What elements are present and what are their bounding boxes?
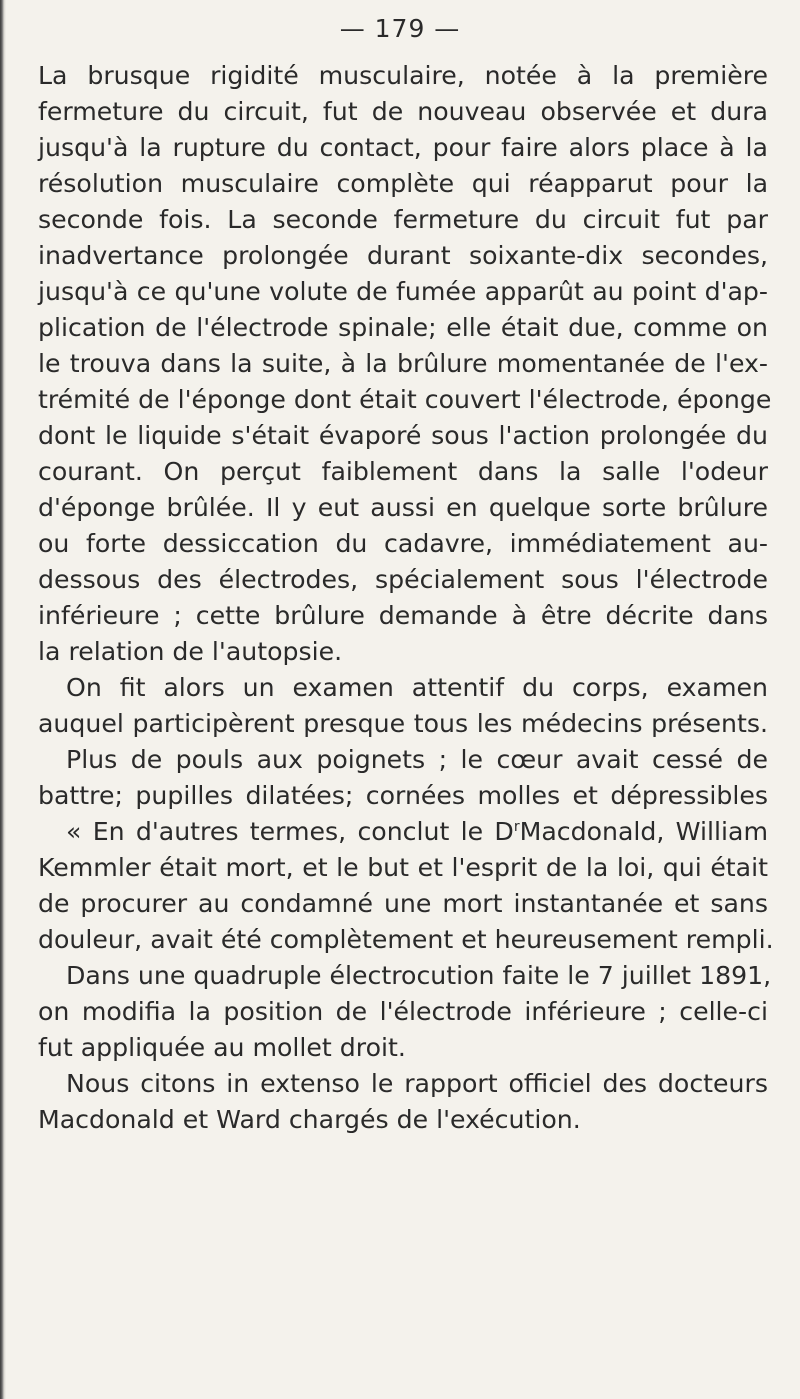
text-line: dont le liquide s'était évaporé sous l'action prolongée du [38, 421, 768, 450]
text-line: inadvertance prolongée durant soixante-dix secondes, [38, 241, 768, 270]
text-line: ou forte dessiccation du cadavre, immédiatement au- [38, 529, 768, 558]
text-line: Plus de pouls aux poignets ; le cœur avait cessé de [66, 745, 768, 774]
text-line: La brusque rigidité musculaire, notée à la première [38, 61, 768, 90]
text-line: de procurer au condamné une mort instantanée et sans [38, 889, 768, 918]
page-binding-edge [0, 0, 6, 1399]
body-text [38, 58, 774, 1138]
text-line: Kemmler était mort, et le but et l'esprit de la loi, qui était [38, 853, 768, 882]
text-line: auquel participèrent presque tous les médecins présents. [38, 709, 768, 738]
text-line: jusqu'à la rupture du contact, pour faire alors place à la [38, 133, 768, 162]
text-line: battre; pupilles dilatées; cornées molles et dépressibles [38, 781, 768, 810]
text-line: inférieure ; cette brûlure demande à être décrite dans [38, 601, 768, 630]
text-line-with-superscript [38, 814, 768, 850]
superscript: r [513, 819, 520, 835]
text-line: d'éponge brûlée. Il y eut aussi en quelque sorte brûlure [38, 493, 768, 522]
line-tail: Macdonald, William [519, 817, 768, 846]
page-number: — 179 — [339, 14, 461, 43]
text-line: dessous des électrodes, spécialement sous l'électrode [38, 565, 768, 594]
text-line: fermeture du circuit, fut de nouveau observée et dura [38, 97, 768, 126]
text-line: douleur, avait été complètement et heureusement rempli. [38, 925, 774, 954]
text-line: seconde fois. La seconde fermeture du circuit fut par [38, 205, 768, 234]
text-line: plication de l'électrode spinale; elle était due, comme on [38, 313, 768, 342]
text-line: on modifia la position de l'électrode inférieure ; celle-ci [38, 997, 768, 1026]
text-line: On fit alors un examen attentif du corps, examen [66, 673, 768, 702]
text-line: courant. On perçut faiblement dans la salle l'odeur [38, 457, 768, 486]
text-line: fut appliquée au mollet droit. [38, 1033, 406, 1062]
text-line: jusqu'à ce qu'une volute de fumée apparût au point d'ap- [38, 277, 768, 306]
text-line: la relation de l'autopsie. [38, 637, 343, 666]
text-line: résolution musculaire complète qui réapparut pour la [38, 169, 768, 198]
text-line: Nous citons in extenso le rapport officiel des docteurs [66, 1069, 768, 1098]
text-line: Macdonald et Ward chargés de l'exécution. [38, 1105, 581, 1134]
text-line: trémité de l'éponge dont était couvert l'électrode, éponge [38, 385, 772, 414]
line-head: « En d'autres termes, conclut le D [66, 817, 514, 846]
text-line: le trouva dans la suite, à la brûlure momentanée de l'ex- [38, 349, 768, 378]
text-line: Dans une quadruple électrocution faite le 7 juillet 1891, [66, 961, 772, 990]
